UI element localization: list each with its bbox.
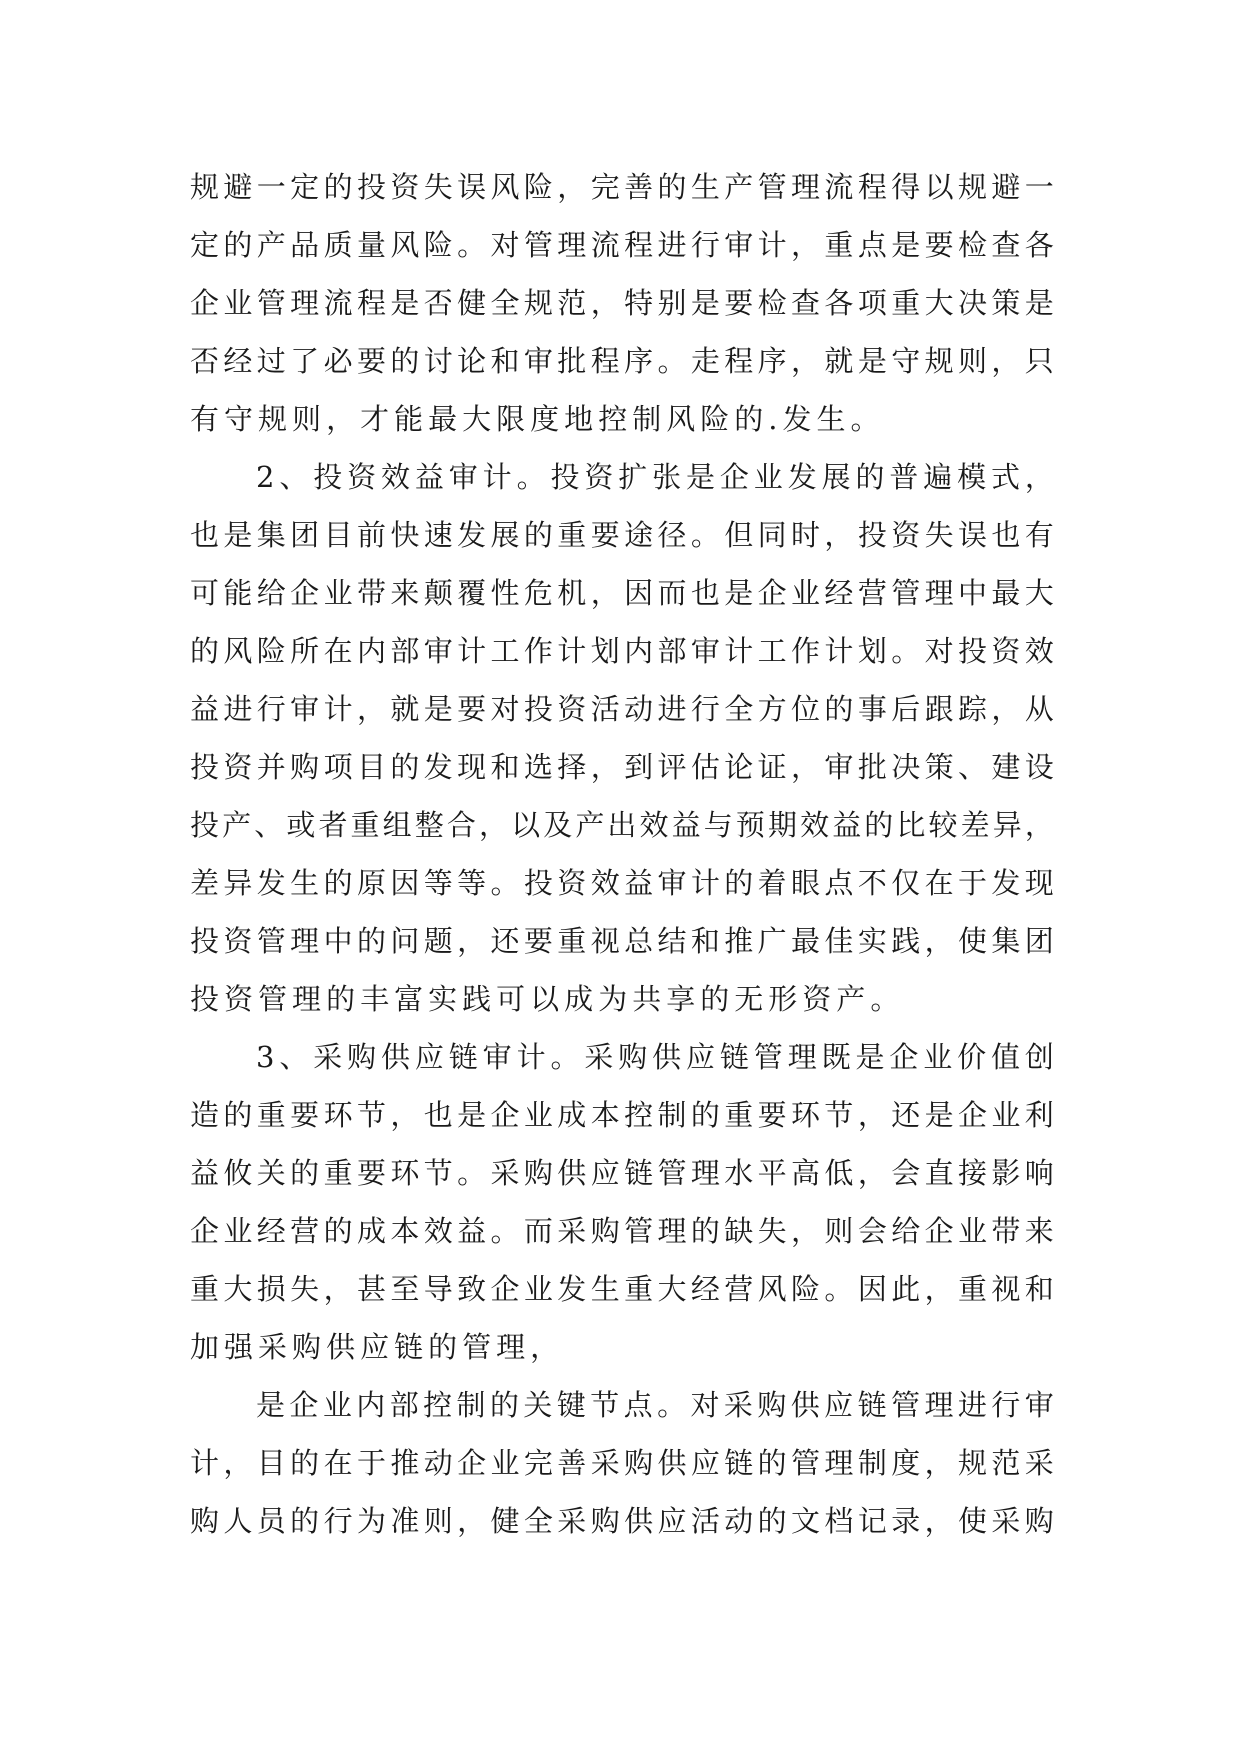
text-line: 有 守 规 则 ， 才 能 最 大 限 度 地 控 制 风 险 的 . 发 生 。 (190, 402, 881, 436)
text-line: 否 经 过 了 必 要 的 讨 论 和 审 批 程 序 。 走 程 序 ， 就 是 守 规 则 ， 只 (190, 344, 1055, 378)
text-line: 重 大 损 失 ， 甚 至 导 致 企 业 发 生 重 大 经 营 风 险 。 因 此 ， 重 视 和 (190, 1272, 1055, 1306)
text-line: 益 进 行 审 计 ， 就 是 要 对 投 资 活 动 进 行 全 方 位 的 事 后 跟 踪 ， 从 (190, 692, 1055, 726)
text-line: 2 、 投 资 效 益 审 计 。 投 资 扩 张 是 企 业 发 展 的 普 遍 模 式 ， (256, 460, 1055, 494)
text-line: 3 、 采 购 供 应 链 审 计 。 采 购 供 应 链 管 理 既 是 企 业 价 值 创 (256, 1040, 1055, 1074)
text-line: 企 业 管 理 流 程 是 否 健 全 规 范 ， 特 别 是 要 检 查 各 项 重 大 决 策 是 (190, 286, 1055, 320)
text-line: 投 资 管 理 的 丰 富 实 践 可 以 成 为 共 享 的 无 形 资 产 。 (190, 982, 901, 1016)
text-line: 投 资 并 购 项 目 的 发 现 和 选 择 ， 到 评 估 论 证 ， 审 批 决 策 、 建 设 (190, 750, 1055, 784)
text-line: 规 避 一 定 的 投 资 失 误 风 险 ， 完 善 的 生 产 管 理 流 程 得 以 规 避 一 (190, 170, 1055, 204)
body-text (190, 158, 1055, 1550)
text-line: 投 资 管 理 中 的 问 题 ， 还 要 重 视 总 结 和 推 广 最 佳 实 践 ， 使 集 团 (190, 924, 1055, 958)
text-line: 计 ， 目 的 在 于 推 动 企 业 完 善 采 购 供 应 链 的 管 理 制 度 ， 规 范 采 (190, 1446, 1055, 1480)
text-line: 差 异 发 生 的 原 因 等 等 。 投 资 效 益 审 计 的 着 眼 点 不 仅 在 于 发 现 (190, 866, 1055, 900)
text-line: 的 风 险 所 在 内 部 审 计 工 作 计 划 内 部 审 计 工 作 计 划 。 对 投 资 效 (190, 634, 1055, 668)
text-line: 是 企 业 内 部 控 制 的 关 键 节 点 。 对 采 购 供 应 链 管 理 进 行 审 (256, 1388, 1055, 1422)
text-line: 加 强 采 购 供 应 链 的 管 理 ， (190, 1330, 561, 1364)
text-line: 益 攸 关 的 重 要 环 节 。 采 购 供 应 链 管 理 水 平 高 低 ， 会 直 接 影 响 (190, 1156, 1055, 1190)
text-line: 可 能 给 企 业 带 来 颠 覆 性 危 机 ， 因 而 也 是 企 业 经 营 管 理 中 最 大 (190, 576, 1055, 610)
text-line: 购 人 员 的 行 为 准 则 ， 健 全 采 购 供 应 活 动 的 文 档 记 录 ， 使 采 购 (190, 1504, 1055, 1538)
text-line: 投 产 、 或 者 重 组 整 合 ， 以 及 产 出 效 益 与 预 期 效 益 的 比 较 差 异 ， (190, 808, 1055, 842)
text-line: 企 业 经 营 的 成 本 效 益 。 而 采 购 管 理 的 缺 失 ， 则 会 给 企 业 带 来 (190, 1214, 1055, 1248)
text-line: 造 的 重 要 环 节 ， 也 是 企 业 成 本 控 制 的 重 要 环 节 ， 还 是 企 业 利 (190, 1098, 1055, 1132)
text-line: 也 是 集 团 目 前 快 速 发 展 的 重 要 途 径 。 但 同 时 ， 投 资 失 误 也 有 (190, 518, 1055, 552)
text-line: 定 的 产 品 质 量 风 险 。 对 管 理 流 程 进 行 审 计 ， 重 点 是 要 检 查 各 (190, 228, 1055, 262)
